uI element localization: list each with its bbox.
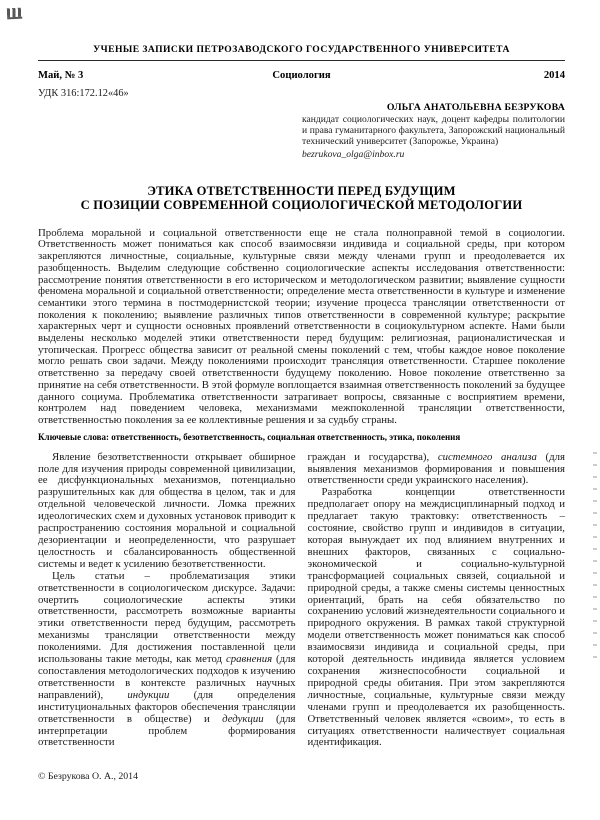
paragraph: Разработка концепции ответственности предполагает опору на междисциплинарный подход и предлагает такую трактовку: ответственность – состояние, свойство групп и индивидов в ситуации, которая вынуждает их под влиянием внутренних и внешних факторов, связанных с социально-экономической и социально-культурной трансформацией социальных связей, социальной и природной среды, а также смены системы ценностных ориентаций, брать на себя обязательство по сохранению условий жизнедеятельности социального и природного окружения. В рамках такой структурной модели ответственность может пониматься как способ взаимосвязи индивида и социальной среды, при которой деятельность индивида является условием сохранения жизнеспособности социальной и природной среды обитания. При этом закрепляются личностные, социальные, культурные связи между членами групп и преодолевается их разобщенность. Ответственный человек является «своим», то есть в ситуациях ответственности наличествует социальная идентификация. (307, 486, 565, 749)
author-block (302, 102, 565, 160)
author-name: ОЛЬГА АНАТОЛЬЕВНА БЕЗРУКОВА (386, 102, 565, 113)
issue-row (38, 70, 565, 81)
abstract-text: Проблема моральной и социальной ответственности еще не стала полноправной темой в социологии. Ответственность может пониматься как способ взаимосвязи индивида и социальной среды, при котором закрепляются личностные, социальные, культурные связи между членами групп и преодолевается их разобщенность. Выделим следующие собственно социологические аспекты исследования ответственности: рассмотрение понятия ответственности в его историческом и методологическом развитии; выявление сущности феномена моральной и социальной ответственности; определение места ответственности в культуре и изменение семантики этого термина в постмодернистской теории; изучение процесса трансляции ответственности от поколения к поколению; выявление различных типов ответственности в современной культуре; раскрытие характерных черт и сущности основных проявлений ответственности в социокультурном аспекте. Нами были выделены несколько моделей этики ответственности перед будущим: религиозная, рационалистическая и утопическая. Прогресс общества зависит от реальной смены поколений с тем, чтобы каждое новое поколение могло решать свои задачи. Между поколениями происходит трансляция ответственности. Старшее поколение ответственно за передачу своей ответственности будущему поколению. Новое поколение ответственно за принятие на себя ответственности. В этой формуле воплощается взаимная ответственность поколений за будущее данного социума. Проблематика ответственности затрагивает вопросы, связанные с восприятием времени, контролем над поведением человека, механизмами межпоколенной трансляции ответственности, ответственностью поколения за ее коллективные решения и за судьбу страны. (38, 226, 565, 426)
article-title-line2: С ПОЗИЦИИ СОВРЕМЕННОЙ СОЦИОЛОГИЧЕСКОЙ МЕТОДОЛОГИИ (80, 198, 523, 213)
paragraph: Цель статьи – проблематизация этики ответственности в социологическом дискурсе. Задачи: очертить социологические аспекты этики ответственности, рассмотреть возможные варианты этики ответственности перед будущим, рассмотреть механизмы трансляции ответственности между поколениями. Для достижения поставленной цели использованы такие методы, как метод сравнения (для сопоставления методологических подходов к изучению ответственности в контексте различных научных направлений), индукции (для определения институциональных факторов обеспечения трансляции ответственности в обществе) и дедукции (для интерпретации проблем формирования ответственности (38, 569, 296, 749)
copyright-note: © Безрукова О. А., 2014 (38, 771, 138, 782)
issue-section: Социология (272, 70, 331, 81)
right-column (308, 452, 566, 750)
keywords-line: Ключевые слова: ответственность, безответственность, социальная ответственность, этика, поколения (38, 431, 461, 442)
header-rule (38, 60, 565, 61)
article-title (38, 184, 565, 213)
article-title-line1: ЭТИКА ОТВЕТСТВЕННОСТИ ПЕРЕД БУДУЩИМ (147, 183, 456, 198)
issue-month: Май, № 3 (38, 70, 84, 81)
body-columns (38, 452, 565, 750)
paragraph: граждан и государства), системного анализа (для выявления механизмов формирования и повышения ответственности среди украинского населения). (307, 450, 565, 487)
author-email: bezrukova_olga@inbox.ru (302, 148, 405, 160)
author-affiliation: кандидат социологических наук, доцент кафедры политологии и права гуманитарного факультета, Запорожский национальный технический университет (Запорожье, Украина) (302, 114, 565, 147)
scan-artifact (7, 8, 23, 20)
paragraph: Явление безответственности открывает обширное поле для изучения природы современной цивилизации, ее дисфункциональных механизмов, потенциально разрушительных как для общества в целом, так и для отдельной человеческой личности. Ломка прежних идеологических схем и духовных установок приводит к распространению состояния моральной и социальной дезориентации и неопределенности, что разрушает целостность и сбалансированность общественной системы и ведет к усилению безответственности. (38, 450, 296, 570)
left-column (38, 452, 296, 750)
page-header (38, 44, 565, 160)
scan-noise (593, 452, 597, 660)
udc-code: УДК 316:172.12«46» (38, 88, 129, 99)
issue-year: 2014 (543, 70, 566, 81)
journal-header: УЧЕНЫЕ ЗАПИСКИ ПЕТРОЗАВОДСКОГО ГОСУДАРСТВЕННОГО УНИВЕРСИТЕТА (93, 44, 510, 55)
